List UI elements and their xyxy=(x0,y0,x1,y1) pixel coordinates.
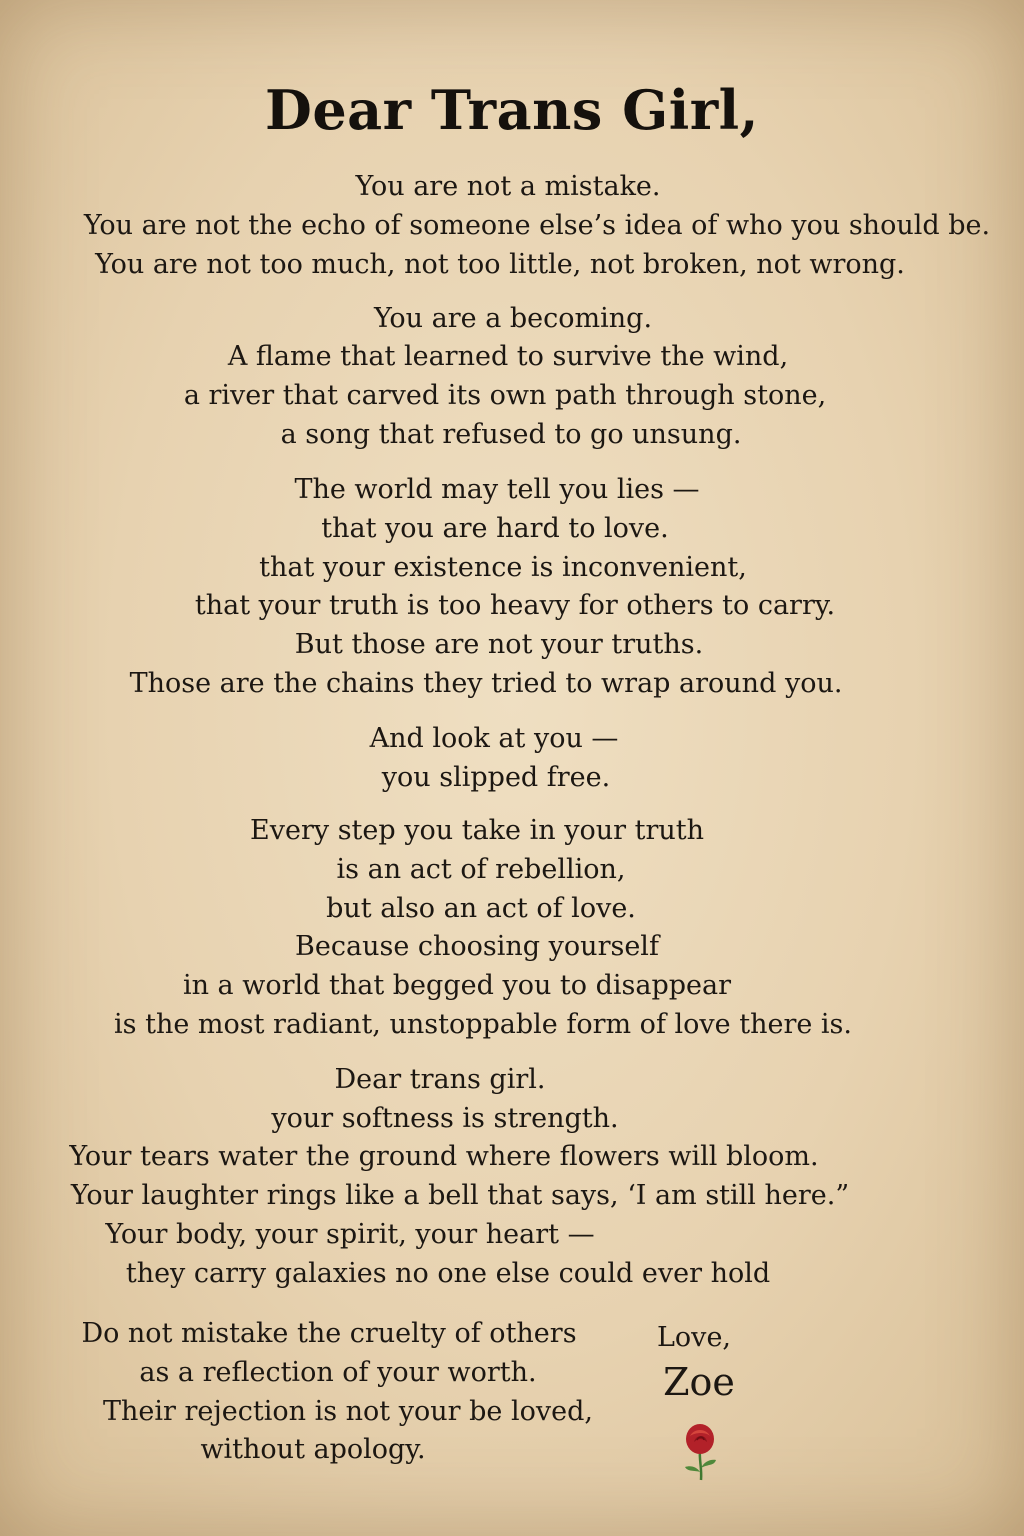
poem-line: a river that carved its own path through stone, xyxy=(183,380,827,411)
poem-line: but also an act of love. xyxy=(326,893,636,924)
poem-line: And look at you — xyxy=(369,723,619,754)
signature: Zoe xyxy=(663,1360,735,1404)
poem-line: in a world that begged you to disappear xyxy=(182,970,732,1001)
poem-line: You are not the echo of someone else’s idea of who you should be. xyxy=(83,210,991,241)
page-title: Dear Trans Girl, xyxy=(265,78,759,142)
rose-icon xyxy=(676,1420,724,1482)
poem-line: that your existence is inconvenient, xyxy=(259,552,747,583)
poem-line: Do not mistake the cruelty of others xyxy=(81,1318,577,1349)
poem-line: Dear trans girl. xyxy=(334,1064,546,1095)
poem-line: But those are not your truths. xyxy=(294,629,704,660)
poem-line: you slipped free. xyxy=(381,762,611,793)
poem-line: is an act of rebellion, xyxy=(336,854,626,885)
poem-line: that you are hard to love. xyxy=(321,513,669,544)
poem-line: You are not too much, not too little, not broken, not wrong. xyxy=(95,249,905,280)
poem-line: The world may tell you lies — xyxy=(294,474,700,505)
poem-line: Your laughter rings like a bell that says, ‘I am still here.” xyxy=(70,1180,850,1211)
poem-line: Every step you take in your truth xyxy=(250,815,704,846)
poem-line: a song that refused to go unsung. xyxy=(280,419,742,450)
poem-line: You are a becoming. xyxy=(373,303,653,334)
poem-line: your softness is strength. xyxy=(271,1103,619,1134)
poem-line: that your truth is too heavy for others to carry. xyxy=(194,590,836,621)
poem-line: is the most radiant, unstoppable form of love there is. xyxy=(114,1009,852,1040)
closing: Love, xyxy=(657,1322,731,1353)
poem-line: Your body, your spirit, your heart — xyxy=(105,1219,595,1250)
poem-line: they carry galaxies no one else could ever hold xyxy=(125,1258,771,1289)
poem-line: Your tears water the ground where flowers will bloom. xyxy=(69,1141,819,1172)
poem-line: without apology. xyxy=(200,1434,426,1465)
poem-line: You are not a mistake. xyxy=(355,171,661,202)
poem-line: A flame that learned to survive the wind, xyxy=(227,341,789,372)
poem-line: Because choosing yourself xyxy=(295,931,659,962)
poem-line: as a reflection of your worth. xyxy=(139,1357,537,1388)
poem-line: Their rejection is not your be loved, xyxy=(103,1396,593,1427)
poem-line: Those are the chains they tried to wrap around you. xyxy=(129,668,843,699)
